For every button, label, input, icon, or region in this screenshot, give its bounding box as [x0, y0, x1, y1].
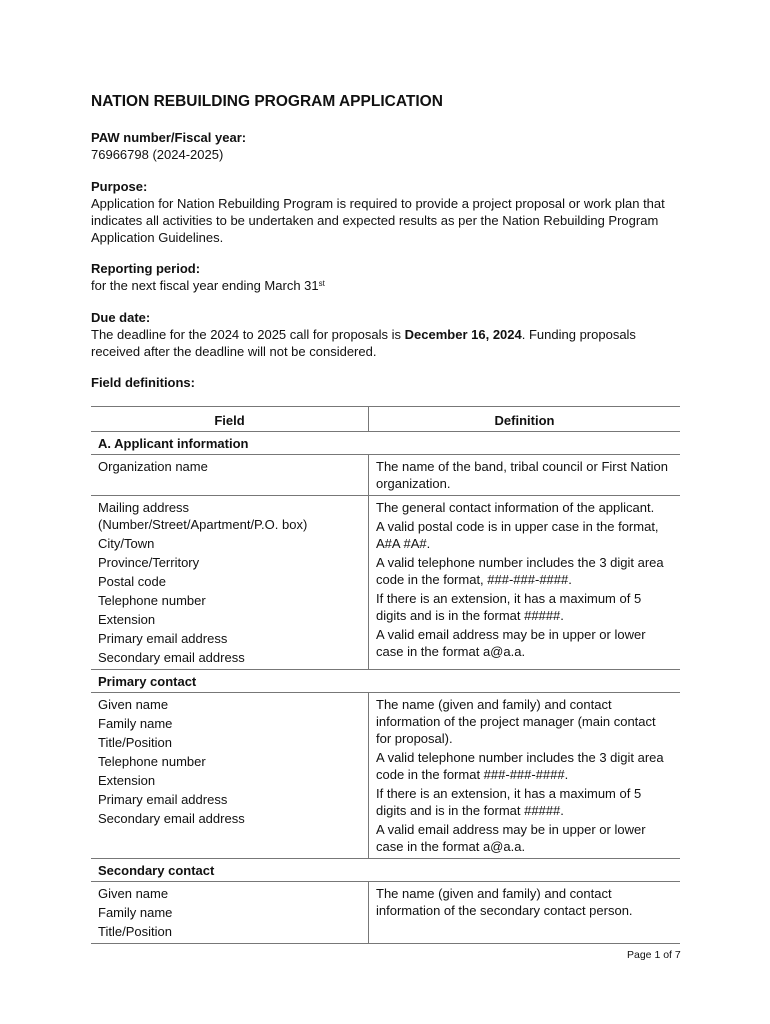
field-name: Title/Position — [98, 735, 172, 750]
definition-cell — [369, 455, 681, 496]
field-name: Secondary email address — [98, 650, 245, 665]
due-date: December 16, 2024 — [404, 327, 522, 342]
reporting-sup: st — [318, 279, 325, 288]
definition-text: The general contact information of the applicant. — [376, 500, 655, 515]
field-name: Telephone number — [98, 593, 206, 608]
field-name: Organization name — [98, 459, 208, 474]
group-header-row — [91, 670, 680, 693]
header-field: Field — [91, 407, 369, 432]
table-row — [91, 693, 680, 859]
field-cell — [91, 693, 369, 859]
page-number: Page 1 of 7 — [627, 949, 681, 961]
paw-label: PAW number/Fiscal year: — [91, 130, 247, 145]
field-cell — [91, 455, 369, 496]
group-title: A. Applicant information — [91, 432, 680, 455]
field-definitions-table — [91, 406, 680, 944]
field-name: Telephone number — [98, 754, 206, 769]
field-name: Postal code — [98, 574, 166, 589]
field-name: Extension — [98, 612, 156, 627]
definition-text: A valid postal code is in upper case in the format, A#A #A#. — [376, 519, 659, 551]
group-header-row — [91, 859, 680, 882]
definition-text: The name (given and family) and contact information of the project manager (main contact for proposal). — [376, 697, 656, 746]
field-name: Extension — [98, 773, 156, 788]
field-name: Secondary email address — [98, 811, 245, 826]
definition-cell — [369, 882, 681, 944]
group-title: Secondary contact — [91, 859, 680, 882]
reporting-text-line — [91, 277, 680, 294]
field-defs-label: Field definitions: — [91, 375, 195, 390]
field-defs-section — [91, 374, 680, 391]
due-text-before: The deadline for the 2024 to 2025 call for proposals is — [91, 327, 405, 342]
document-title: NATION REBUILDING PROGRAM APPLICATION — [91, 93, 443, 110]
due-label: Due date: — [91, 310, 151, 325]
definition-text: A valid telephone number includes the 3 digit area code in the format ###-###-####. — [376, 750, 664, 782]
purpose-section — [91, 178, 680, 246]
reporting-label: Reporting period: — [91, 261, 201, 276]
reporting-text: for the next fiscal year ending March 31 — [91, 278, 319, 293]
definition-text: If there is an extension, it has a maximum of 5 digits and is in the format #####. — [376, 591, 642, 623]
due-section — [91, 309, 680, 360]
header-definition: Definition — [369, 407, 681, 432]
group-title: Primary contact — [91, 670, 680, 693]
definition-text: A valid email address may be in upper or lower case in the format a@a.a. — [376, 822, 646, 854]
field-cell — [91, 496, 369, 670]
definition-text: A valid email address may be in upper or lower case in the format a@a.a. — [376, 627, 646, 659]
field-name: City/Town — [98, 536, 155, 551]
purpose-label: Purpose: — [91, 179, 148, 194]
table-row — [91, 455, 680, 496]
group-header-row — [91, 432, 680, 455]
field-name: Mailing address (Number/Street/Apartment/P.O. box) — [98, 500, 308, 532]
paw-value: 76966798 (2024-2025) — [91, 147, 224, 162]
field-name: Province/Territory — [98, 555, 200, 570]
field-name: Family name — [98, 716, 173, 731]
definition-text: A valid telephone number includes the 3 digit area code in the format, ###-###-####. — [376, 555, 664, 587]
definition-text: If there is an extension, it has a maximum of 5 digits and is in the format #####. — [376, 786, 642, 818]
due-text-after: . Funding proposals received after the deadline will not be considered. — [91, 327, 636, 359]
table-row — [91, 496, 680, 670]
definition-text: The name of the band, tribal council or First Nation organization. — [376, 459, 668, 491]
definition-cell — [369, 496, 681, 670]
field-name: Family name — [98, 905, 173, 920]
field-name: Given name — [98, 886, 169, 901]
field-name: Title/Position — [98, 924, 172, 939]
definition-cell — [369, 693, 681, 859]
field-name: Given name — [98, 697, 169, 712]
table-row — [91, 882, 680, 944]
reporting-section — [91, 260, 680, 294]
field-name: Primary email address — [98, 792, 228, 807]
due-text — [91, 326, 680, 360]
definition-text: The name (given and family) and contact information of the secondary contact person. — [376, 886, 633, 918]
field-name: Primary email address — [98, 631, 228, 646]
table-header-row — [91, 407, 680, 432]
purpose-text: Application for Nation Rebuilding Program is required to provide a project proposal or work plan that indicates all activities to be undertaken and expected results as per the Nation Rebuilding Program Application Guidelines. — [91, 196, 665, 245]
table-body — [91, 432, 680, 944]
paw-section — [91, 129, 680, 163]
field-cell — [91, 882, 369, 944]
